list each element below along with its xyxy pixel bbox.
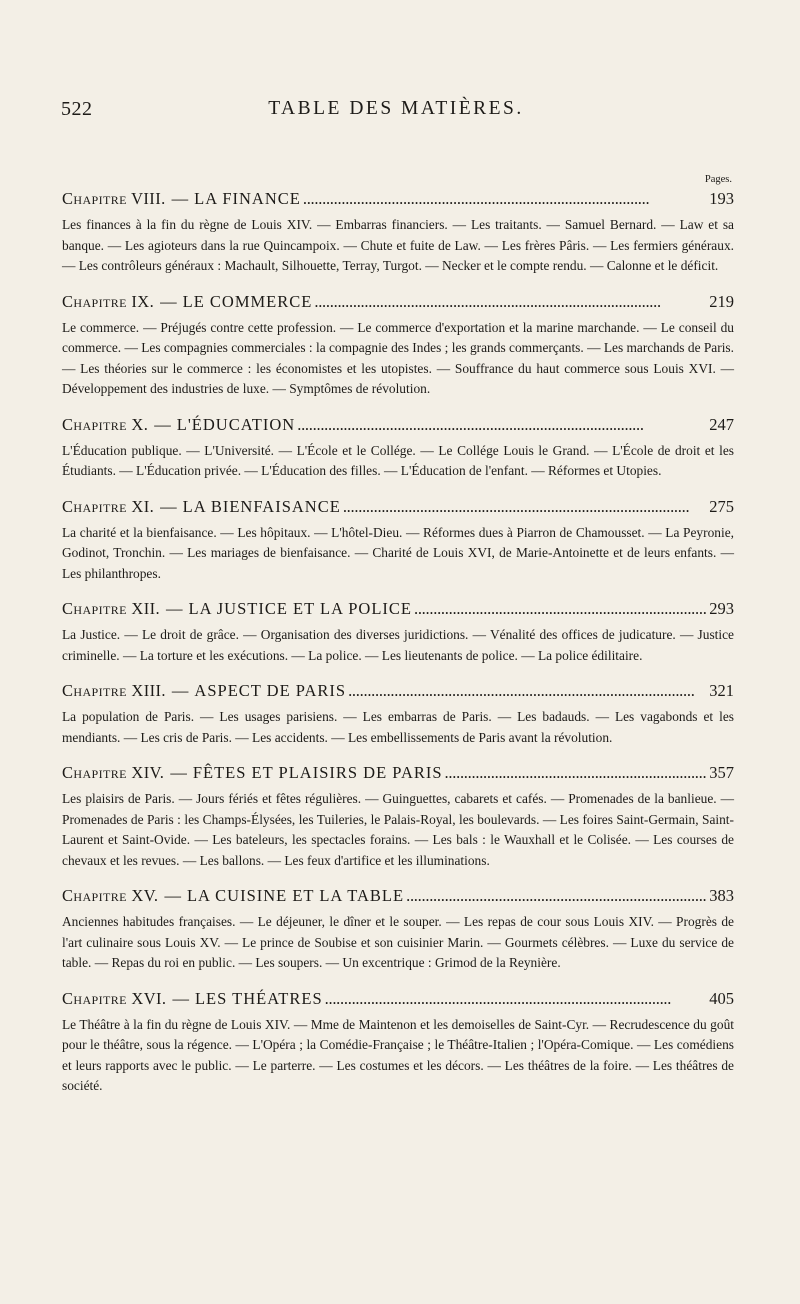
chapter-summary: Anciennes habitudes françaises. — Le déjeuner, le dîner et le souper. — Les repas de cour sous Louis XIV. — Progrès de l'art culinaire sous Louis XV. — Le prince de Soubise et son cuisinier Marin. — Gourmets célèbres. — Luxe du service de table. — Repas du roi en public. — Les soupers. — Un excentrique : Grimod de la Reynière. [62,914,734,970]
table-of-contents [62,188,734,1111]
chapter-label: Chapitre XII. [62,599,161,618]
dot-leader [343,496,707,518]
chapter-heading [62,291,734,313]
dot-leader [406,885,707,907]
dot-leader [314,291,707,313]
chapter-label: Chapitre XI. [62,496,155,516]
chapter-title: LE COMMERCE [182,291,313,311]
chapter-summary: Le commerce. — Préjugés contre cette profession. — Le commerce d'exportation et la marine marchande. — Le conseil du commerce. — Les compagnies commerciales : la compagnie des Indes ; les grands commerçants. — Les marchands de Paris. — Les théories sur le commerce : les économistes et les utopistes. — Souffrance du haut commerce sous Louis XVI. — Développement des industries de luxe. — Symptômes de révolution. [62,319,734,396]
chapter-label: Chapitre VIII. [62,189,166,208]
chapter-page-number: 405 [709,988,734,1008]
running-title: TABLE DES MATIÈRES. [268,98,524,119]
dash-separator: — [160,496,177,516]
chapter-heading [62,885,734,907]
dash-separator: — [170,763,187,782]
chapter-summary: La charité et la bienfaisance. — Les hôpitaux. — L'hôtel-Dieu. — Réformes dues à Piarron de Chamousset. — La Peyronie, Godinot, Tronchin. — Les mariages de bienfaisance. — Charité de Louis XVI, de Marie-Antoinette et de leurs enfants. — Les philanthropes. [62,524,734,581]
toc-entry [62,496,734,585]
dot-leader [297,414,707,436]
chapter-summary: La population de Paris. — Les usages parisiens. — Les embarras de Paris. — Les badauds. — Les vagabonds et les mendiants. — Les cris de Paris. — Les accidents. — Les embellissements de Paris avant la révolution. [62,709,734,745]
chapter-heading [62,762,734,784]
dash-separator: — [166,599,183,618]
chapter-heading [62,988,734,1010]
chapter-title: ASPECT DE PARIS [194,681,347,700]
chapter-page-number: 383 [709,886,734,905]
chapter-title: LA BIENFAISANCE [182,496,341,516]
dash-separator: — [154,414,171,434]
chapter-label: Chapitre XIII. [62,681,166,700]
chapter-summary: La Justice. — Le droit de grâce. — Organisation des diverses juridictions. — Vénalité des offices de judicature. — Justice criminelle. — La torture et les exécutions. — La police. — Les lieutenants de police. — La police édilitaire. [62,627,734,663]
chapter-heading [62,188,734,210]
chapter-summary: Les plaisirs de Paris. — Jours fériés et fêtes régulières. — Guinguettes, cabarets et cafés. — Promenades de la banlieue. — Promenades de Paris : les Champs-Élysées, les Tuileries, le Palais-Royal, les boulevards. — Les foires Saint-Germain, Saint-Laurent et Saint-Ovide. — Les bateleurs, les spectacles forains. — Les bals : le Wauxhall et le Colisée. — Les courses de chevaux et les revues. — Les ballons. — Les feux d'artifice et les illuminations. [62,791,734,868]
chapter-heading [62,598,734,620]
chapter-summary: L'Éducation publique. — L'Université. — L'École et le Collége. — Le Collége Louis le Grand. — L'École de droit et les Étudiants. — L'Éducation privée. — L'Éducation des filles. — L'Éducation de l'enfant. — Réformes et Utopies. [62,442,734,478]
chapter-summary: Le Théâtre à la fin du règne de Louis XIV. — Mme de Maintenon et les demoiselles de Saint-Cyr. — Recrudescence du goût pour le théâtre, sous la régence. — L'Opéra ; la Comédie-Française ; le Théâtre-Italien ; l'Opéra-Comique. — Les comédiens et leurs rapports avec le public. — Le parterre. — Les costumes et les décors. — Les théâtres de la foire. — Les théâtres de société. [62,1016,734,1093]
chapter-label: Chapitre XV. [62,886,159,905]
dash-separator: — [164,886,181,905]
dash-separator: — [172,988,189,1008]
dot-leader [414,598,707,620]
dot-leader [303,188,707,210]
chapter-label: Chapitre XVI. [62,988,167,1008]
chapter-label: Chapitre XIV. [62,763,165,782]
chapter-page-number: 357 [709,763,734,782]
toc-entry [62,598,734,666]
chapter-heading [62,680,734,702]
toc-entry [62,762,734,871]
pages-column-label: Pages. [704,174,732,185]
dot-leader [325,988,708,1010]
chapter-title: LA JUSTICE ET LA POLICE [188,599,412,618]
chapter-page-number: 219 [709,291,734,311]
dash-separator: — [171,681,189,700]
dash-separator: — [160,291,177,311]
chapter-title: LA FINANCE [194,189,301,208]
chapter-page-number: 275 [709,496,734,516]
chapter-page-number: 193 [709,189,734,208]
chapter-page-number: 321 [709,681,734,700]
chapter-heading [62,496,734,518]
chapter-label: Chapitre X. [62,414,149,434]
chapter-title: LA CUISINE ET LA TABLE [186,886,405,905]
toc-entry [62,988,734,1097]
chapter-label: Chapitre IX. [62,291,155,311]
chapter-title: L'ÉDUCATION [176,414,296,434]
chapter-page-number: 247 [709,414,734,434]
toc-entry [62,680,734,748]
chapter-title: FÊTES ET PLAISIRS DE PARIS [192,763,443,782]
toc-entry [62,414,734,482]
chapter-heading [62,414,734,436]
chapter-title: LES THÉATRES [194,988,323,1008]
dash-separator: — [171,189,189,208]
toc-entry [62,885,734,974]
dot-leader [348,680,707,702]
page-header [61,98,731,126]
page-number: 522 [61,98,93,120]
toc-entry [62,188,734,277]
toc-entry [62,291,734,400]
chapter-page-number: 293 [709,599,734,618]
dot-leader [445,762,708,784]
chapter-summary: Les finances à la fin du règne de Louis XIV. — Embarras financiers. — Les traitants. — Samuel Bernard. — Law et sa banque. — Les agioteurs dans la rue Quincampoix. — Chute et fuite de Law. — Les frères Pâris. — Les fermiers généraux. — Les contrôleurs généraux : Machault, Silhouette, Terray, Turgot. — Necker et le compte rendu. — Calonne et le déficit. [62,217,734,273]
